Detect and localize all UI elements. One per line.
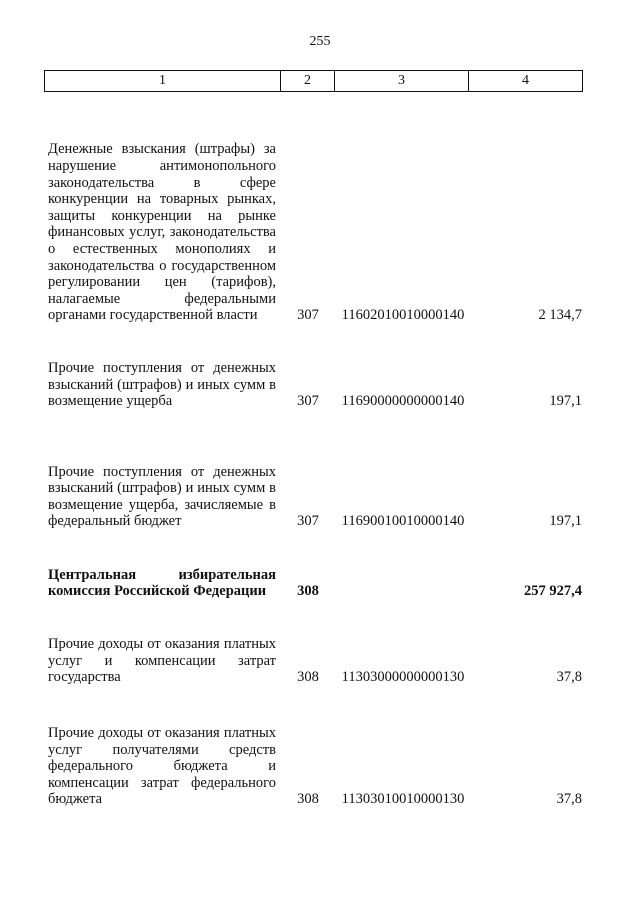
- row-budget-code: 11690000000000140: [341, 393, 465, 410]
- row-admin-code: 308: [297, 669, 319, 686]
- row-budget-code: 11303010010000130: [341, 791, 465, 808]
- header-col-2: 2: [281, 71, 335, 92]
- row-amount: 197,1: [549, 393, 582, 410]
- table-row: [0, 560, 640, 600]
- table-row: [0, 716, 640, 808]
- row-budget-code: 11690010010000140: [341, 513, 465, 530]
- table-row: [0, 628, 640, 686]
- row-description: Денежные взыскания (штрафы) за нарушение антимонопольного законодательства в сфере конкуренции на товарных рынках, защиты конкуренции на рынке финансовых услуг, законодательства о естественных монополиях и законодательства о государственном регулировании цен (тарифов), налагаемые федеральными органами государственной власти: [48, 141, 276, 324]
- row-description: Прочие доходы от оказания платных услуг получателями средств федерального бюджета и компенсации затрат федерального бюджета: [48, 725, 276, 808]
- table-row: [0, 108, 640, 324]
- row-admin-code: 307: [297, 307, 319, 324]
- row-amount: 2 134,7: [538, 307, 582, 324]
- row-budget-code: 11602010010000140: [341, 307, 465, 324]
- row-admin-code: 307: [297, 513, 319, 530]
- header-col-1: 1: [45, 71, 281, 92]
- row-amount: 197,1: [549, 513, 582, 530]
- row-amount: 37,8: [556, 669, 582, 686]
- row-description: Прочие поступления от денежных взысканий (штрафов) и иных сумм в возмещение ущерба, зачисляемые в федеральный бюджет: [48, 463, 276, 530]
- row-admin-code: 308: [297, 791, 319, 808]
- table-row: [0, 440, 640, 530]
- row-description: Прочие поступления от денежных взысканий (штрафов) и иных сумм в возмещение ущерба: [48, 360, 276, 410]
- row-description: Прочие доходы от оказания платных услуг и компенсации затрат государства: [48, 636, 276, 686]
- row-budget-code: 11303000000000130: [341, 669, 465, 686]
- row-admin-code: 308: [297, 583, 319, 600]
- header-col-3: 3: [335, 71, 469, 92]
- row-admin-code: 307: [297, 393, 319, 410]
- table-row: [0, 352, 640, 410]
- header-col-4: 4: [469, 71, 583, 92]
- page-number: 255: [309, 34, 331, 49]
- row-description: Центральная избирательная комиссия Российской Федерации: [48, 566, 276, 600]
- row-amount: 37,8: [556, 791, 582, 808]
- row-amount: 257 927,4: [524, 583, 582, 600]
